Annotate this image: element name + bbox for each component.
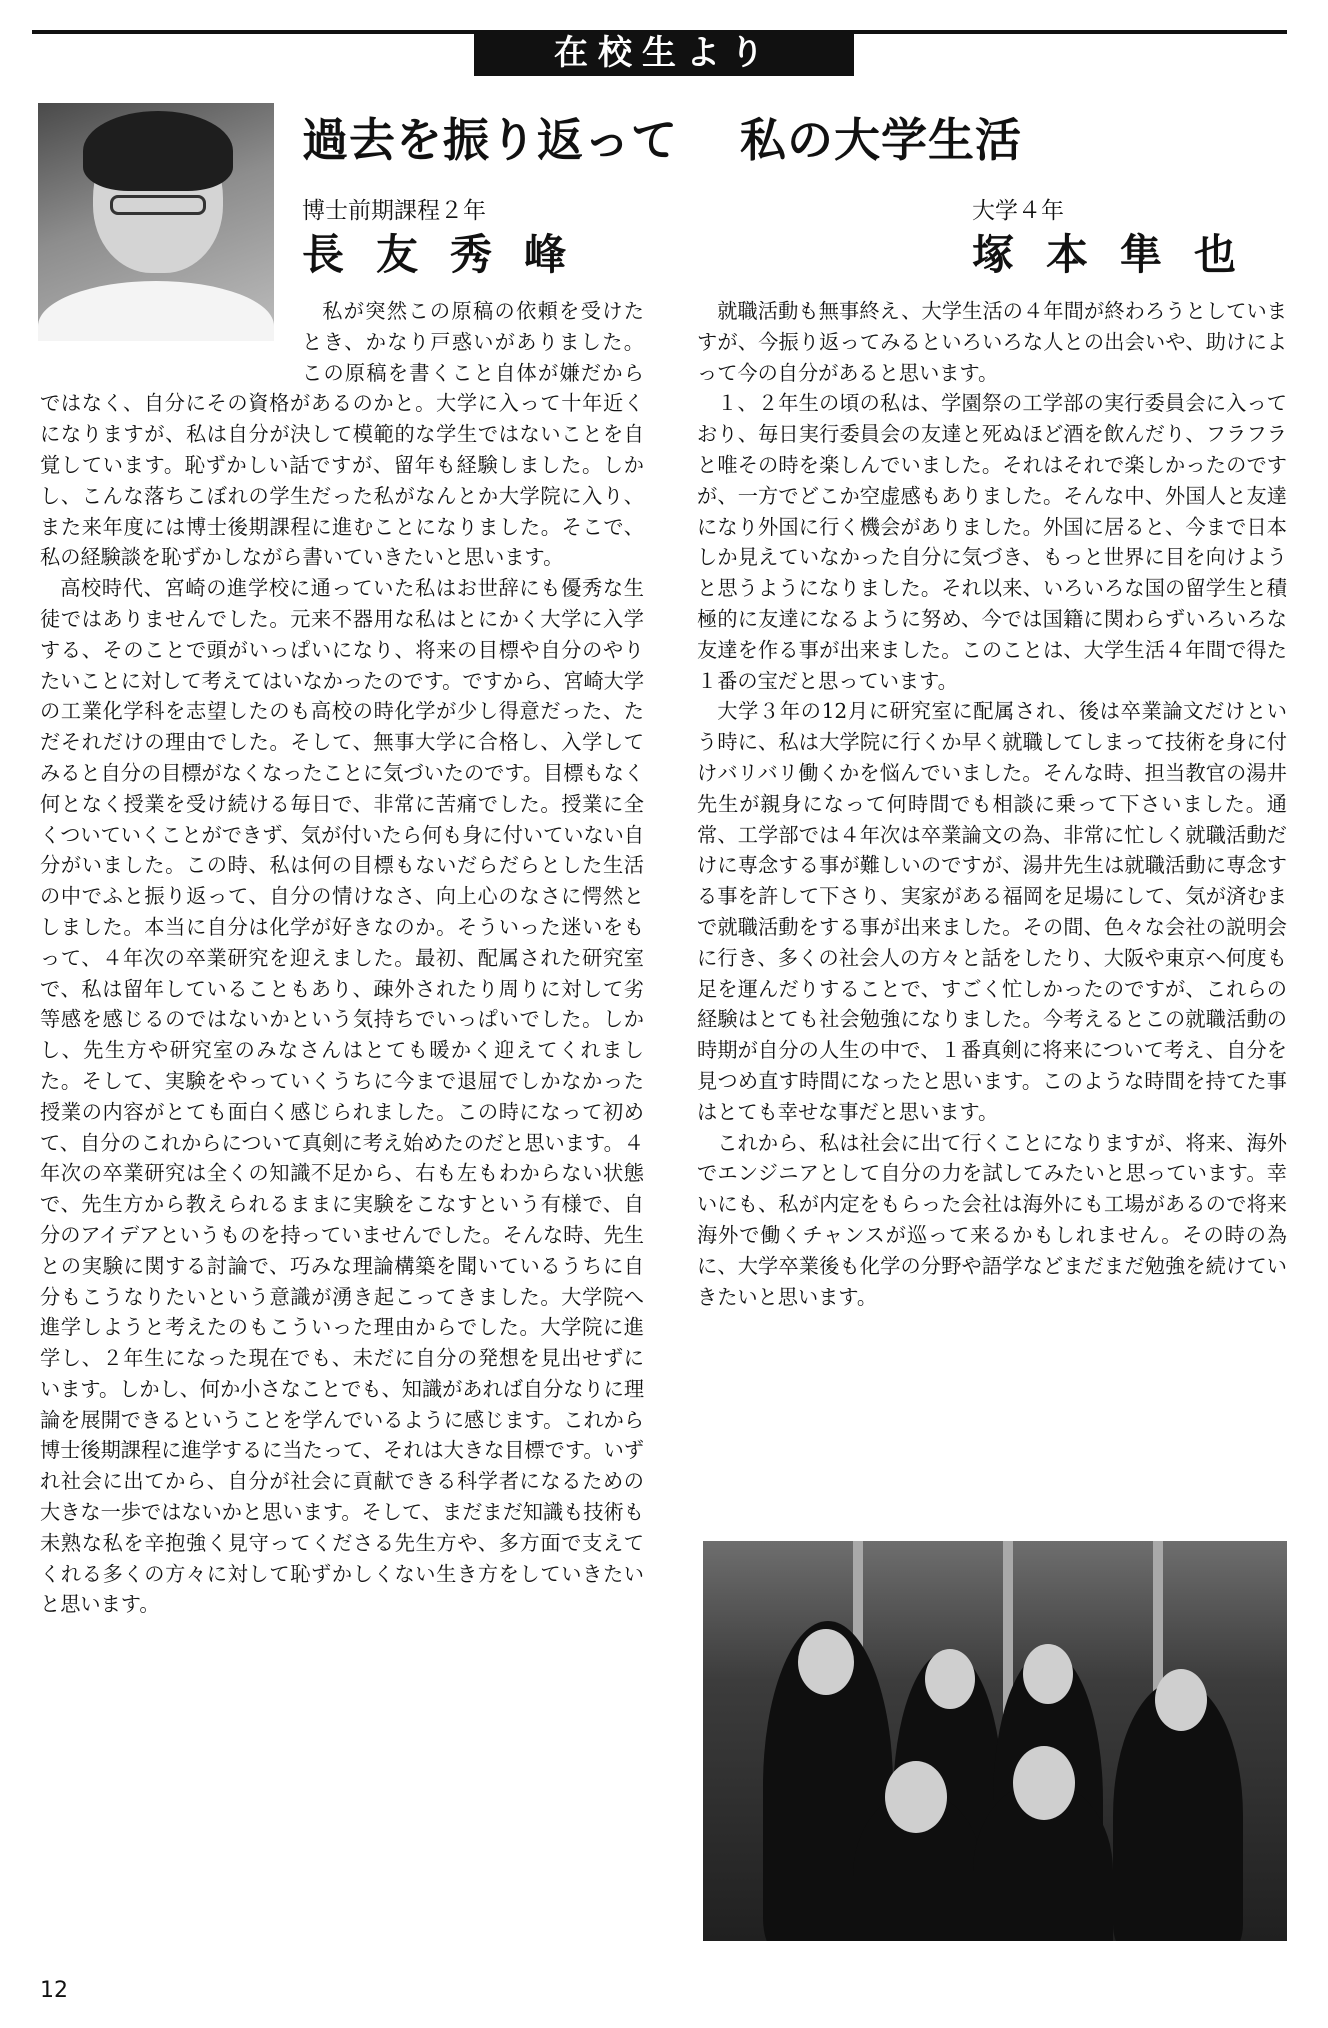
right-paragraph: １、２年生の頃の私は、学園祭の工学部の実行委員会に入っており、毎日実行委員会の友達と死ぬほど酒を飲んだり、フラフラと唯その時を楽しんでいました。それはそれで楽しかったのですが、一方でどこか空虚感もありました。そんな中、外国人と友達になり外国に行く機会がありました。外国に居ると、今まで日本しか見えていなかった自分に気づき、もっと世界に目を向けようと思うようになりました。それ以来、いろいろな国の留学生と積極的に友達になるように努め、今では国籍に関わらずいろいろな友達を作る事が出来ました。このことは、大学生活４年間で得た１番の宝だと思っています。 [697, 391, 1287, 693]
section-label: 在校生より [474, 30, 854, 76]
right-paragraph: これから、私は社会に出て行くことになりますが、将来、海外でエンジニアとして自分の力を試してみたいと思っています。幸いにも、私が内定をもらった会社は海外にも工場があるので将来海外で働くチャンスが巡って来るかもしれません。その時の為に、大学卒業後も化学の分野や語学などまだまだ勉強を続けていきたいと思います。 [697, 1130, 1287, 1309]
left-article-body [40, 296, 644, 1620]
page-number: 12 [40, 1978, 68, 2003]
right-article-title: 私の大学生活 [740, 113, 1022, 167]
left-author-role: 博士前期課程２年 [302, 198, 486, 224]
right-paragraph: 就職活動も無事終え、大学生活の４年間が終わろうとしていますが、今振り返ってみるといろいろな人との出会いや、助けによって今の自分があると思います。 [697, 299, 1287, 385]
left-paragraph: 私が突然この原稿の依頼を受けたとき、かなり戸惑いがありました。この原稿を書くこと自体が嫌だからではなく、自分にその資格があるのかと。大学に入って十年近くになりますが、私は自分が決して模範的な学生ではないことを自覚しています。恥ずかしい話ですが、留年も経験しました。しかし、こんな落ちこぼれの学生だった私がなんとか大学院に入り、また来年度には博士後期課程に進むことになりました。そこで、私の経験談を恥ずかしながら書いていきたいと思います。 [40, 299, 644, 570]
right-author-name: 塚本隼也 [972, 230, 1269, 279]
group-photo [703, 1541, 1287, 1941]
right-author-role: 大学４年 [972, 198, 1064, 224]
right-article-body [697, 296, 1287, 1312]
left-author-name: 長友秀峰 [302, 230, 599, 279]
left-article-title: 過去を振り返って [302, 113, 678, 167]
left-paragraph: 高校時代、宮崎の進学校に通っていた私はお世辞にも優秀な生徒ではありませんでした。元来不器用な私はとにかく大学に入学する、そのことで頭がいっぱいになり、将来の目標や自分のやりたいことに対して考えてはいなかったのです。ですから、宮崎大学の工業化学科を志望したのも高校の時化学が少し得意だった、ただそれだけの理由でした。そして、無事大学に合格し、入学してみると自分の目標がなくなったことに気づいたのです。目標もなく何となく授業を受け続ける毎日で、非常に苦痛でした。授業に全くついていくことができず、気が付いたら何も身に付いていない自分がいました。この時、私は何の目標もないだらだらとした生活の中でふと振り返って、自分の情けなさ、向上心のなさに愕然としました。本当に自分は化学が好きなのか。そういった迷いをもって、４年次の卒業研究を迎えました。最初、配属された研究室で、私は留年していることもあり、疎外されたり周りに対して劣等感を感じるのではないかという気持ちでいっぱいでした。しかし、先生方や研究室のみなさんはとても暖かく迎えてくれました。そして、実験をやっていくうちに今まで退屈でしかなかった授業の内容がとても面白く感じられました。この時になって初めて、自分のこれからについて真剣に考え始めたのだと思います。４年次の卒業研究は全くの知識不足から、右も左もわからない状態で、先生方から教えられるままに実験をこなすという有様で、自分のアイデアというものを持っていませんでした。そんな時、先生との実験に関する討論で、巧みな理論構築を聞いているうちに自分もこうなりたいという意識が湧き起こってきました。大学院へ進学しようと考えたのもこういった理由からでした。大学院に進学し、２年生になった現在でも、未だに自分の発想を見出せずにいます。しかし、何か小さなことでも、知識があれば自分なりに理論を展開できるということを学んでいるように感じます。これから博士後期課程に進学するに当たって、それは大きな目標です。いずれ社会に出てから、自分が社会に貢献できる科学者になるための大きな一歩ではないかと思います。そして、まだまだ知識も技術も未熟な私を辛抱強く見守ってくださる先生方や、多方面で支えてくれる多くの方々に対して恥ずかしくない生き方をしていきたいと思います。 [40, 576, 645, 1617]
right-paragraph: 大学３年の12月に研究室に配属され、後は卒業論文だけという時に、私は大学院に行くか早く就職してしまって技術を身に付けバリバリ働くかを悩んでいました。そんな時、担当教官の湯井先生が親身になって何時間でも相談に乗って下さいました。通常、工学部では４年次は卒業論文の為、非常に忙しく就職活動だけに専念する事が難しいのですが、湯井先生は就職活動に専念する事を許して下さり、実家がある福岡を足場にして、気が済むまで就職活動をする事が出来ました。その間、色々な会社の説明会に行き、多くの社会人の方々と話をしたり、大阪や東京へ何度も足を運んだりすることで、すごく忙しかったのですが、これらの経験はとても社会勉強になりました。今考えるとこの就職活動の時期が自分の人生の中で、１番真剣に将来について考え、自分を見つめ直す時間になったと思います。このような時間を持てた事はとても幸せな事だと思います。 [697, 699, 1287, 1124]
